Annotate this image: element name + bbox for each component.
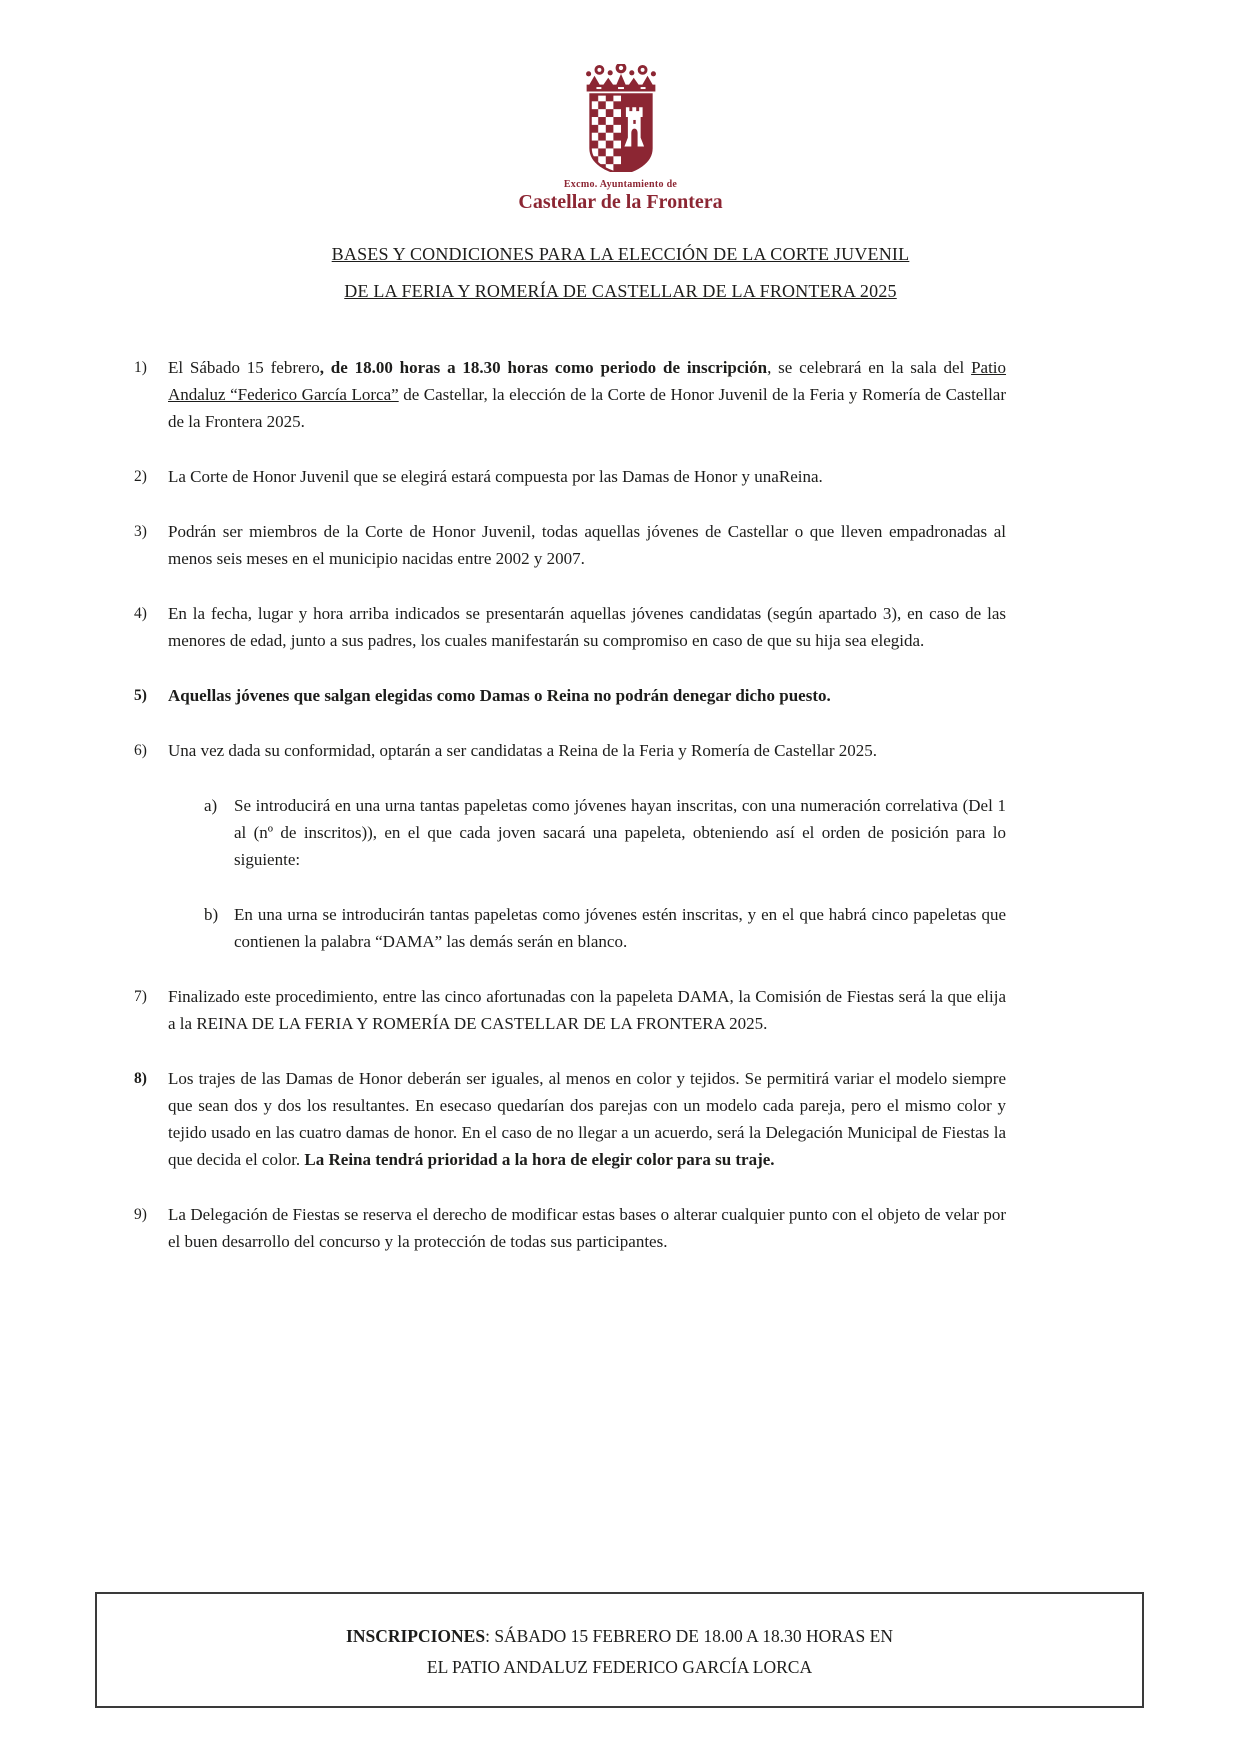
coat-of-arms-icon	[571, 64, 671, 172]
list-item	[134, 983, 1006, 1037]
inscriptions-line-2: EL PATIO ANDALUZ FEDERICO GARCÍA LORCA	[426, 1657, 813, 1677]
list-item	[134, 1065, 1006, 1173]
list-item	[134, 792, 1006, 873]
list-item	[134, 737, 1006, 764]
list-item	[134, 901, 1006, 955]
list-item	[134, 463, 1006, 490]
list-item-text: El Sábado 15 febrero, de 18.00 horas a 18.30 horas como periodo de inscripción, se celebrará en la sala del Patio Andaluz “Federico García Lorca” de Castellar, la elección de la Corte de Honor Juvenil de la Feria y Romería de Castellar de la Frontera 2025.	[168, 358, 1007, 431]
list-item-number: 3)	[134, 523, 147, 540]
list-item	[134, 682, 1006, 709]
list-item-number: 9)	[134, 1206, 147, 1223]
list-item-text: En la fecha, lugar y hora arriba indicados se presentarán aquellas jóvenes candidatas (según apartado 3), en caso de las menores de edad, junto a sus padres, los cuales manifestarán su compromiso en caso de que su hija sea elegida.	[168, 604, 1006, 650]
list-item-text: Se introducirá en una urna tantas papeletas como jóvenes hayan inscritas, con una numeración correlativa (Del 1 al (nº de inscritos)), en el que cada joven sacará una papeleta, obteniendo así el orden de posición para lo siguiente:	[234, 796, 1006, 869]
list-item-text: En una urna se introducirán tantas papeletas como jóvenes estén inscritas, y en el que habrá cinco papeletas que contienen la palabra “DAMA” las demás serán en blanco.	[234, 905, 1006, 951]
org-name: Castellar de la Frontera	[518, 191, 723, 213]
conditions-list	[134, 354, 1006, 1255]
inscriptions-line-1	[97, 1621, 1142, 1652]
list-item-number: 7)	[134, 988, 147, 1005]
list-item-number: 2)	[134, 468, 147, 485]
list-item-number: 5)	[134, 687, 147, 704]
list-item-number: b)	[204, 905, 219, 924]
title-line-2: DE LA FERIA Y ROMERÍA DE CASTELLAR DE LA FRONTERA 2025	[344, 281, 897, 301]
inscriptions-line-1-rest: : SÁBADO 15 FEBRERO DE 18.00 A 18.30 HORAS EN	[485, 1626, 893, 1646]
list-item-number: 1)	[134, 359, 147, 376]
list-item-text: Los trajes de las Damas de Honor deberán ser iguales, al menos en color y tejidos. Se permitirá variar el modelo siempre que sean dos y dos los resultantes. En esecaso quedarían dos parejas con un modelo cada pareja, pero el mismo color y tejido usado en las cuatro damas de honor. En el caso de no llegar a un acuerdo, será la Delegación Municipal de Fiestas la que decida el color. La Reina tendrá prioridad a la hora de elegir color para su traje.	[168, 1069, 1006, 1169]
inscriptions-box	[95, 1592, 1144, 1708]
list-item-text: Una vez dada su conformidad, optarán a ser candidatas a Reina de la Feria y Romería de Castellar 2025.	[168, 741, 878, 760]
list-item	[134, 600, 1006, 654]
list-item	[134, 518, 1006, 572]
list-item-number: 6)	[134, 742, 147, 759]
list-item	[134, 1201, 1006, 1255]
list-item-text: La Corte de Honor Juvenil que se elegirá estará compuesta por las Damas de Honor y unaReina.	[168, 467, 823, 486]
document-title	[0, 236, 1241, 310]
org-subtitle: Excmo. Ayuntamiento de	[563, 179, 678, 190]
list-item-number: 4)	[134, 605, 147, 622]
list-item-number: a)	[204, 796, 218, 815]
inscriptions-label: INSCRIPCIONES	[346, 1626, 486, 1646]
list-item-text: Aquellas jóvenes que salgan elegidas como Damas o Reina no podrán denegar dicho puesto.	[168, 686, 831, 705]
list-item-number: 8)	[134, 1070, 147, 1087]
title-line-1: BASES Y CONDICIONES PARA LA ELECCIÓN DE LA CORTE JUVENIL	[331, 244, 910, 264]
list-item-text: La Delegación de Fiestas se reserva el derecho de modificar estas bases o alterar cualquier punto con el objeto de velar por el buen desarrollo del concurso y la protección de todas sus participantes.	[168, 1205, 1006, 1251]
header-logo-block	[0, 0, 1241, 214]
list-item-text: Finalizado este procedimiento, entre las cinco afortunadas con la papeleta DAMA, la Comisión de Fiestas será la que elija a la REINA DE LA FERIA Y ROMERÍA DE CASTELLAR DE LA FRONTERA 2025.	[168, 987, 1006, 1033]
list-item	[134, 354, 1006, 435]
list-item-text: Podrán ser miembros de la Corte de Honor Juvenil, todas aquellas jóvenes de Castellar o que lleven empadronadas al menos seis meses en el municipio nacidas entre 2002 y 2007.	[168, 522, 1006, 568]
